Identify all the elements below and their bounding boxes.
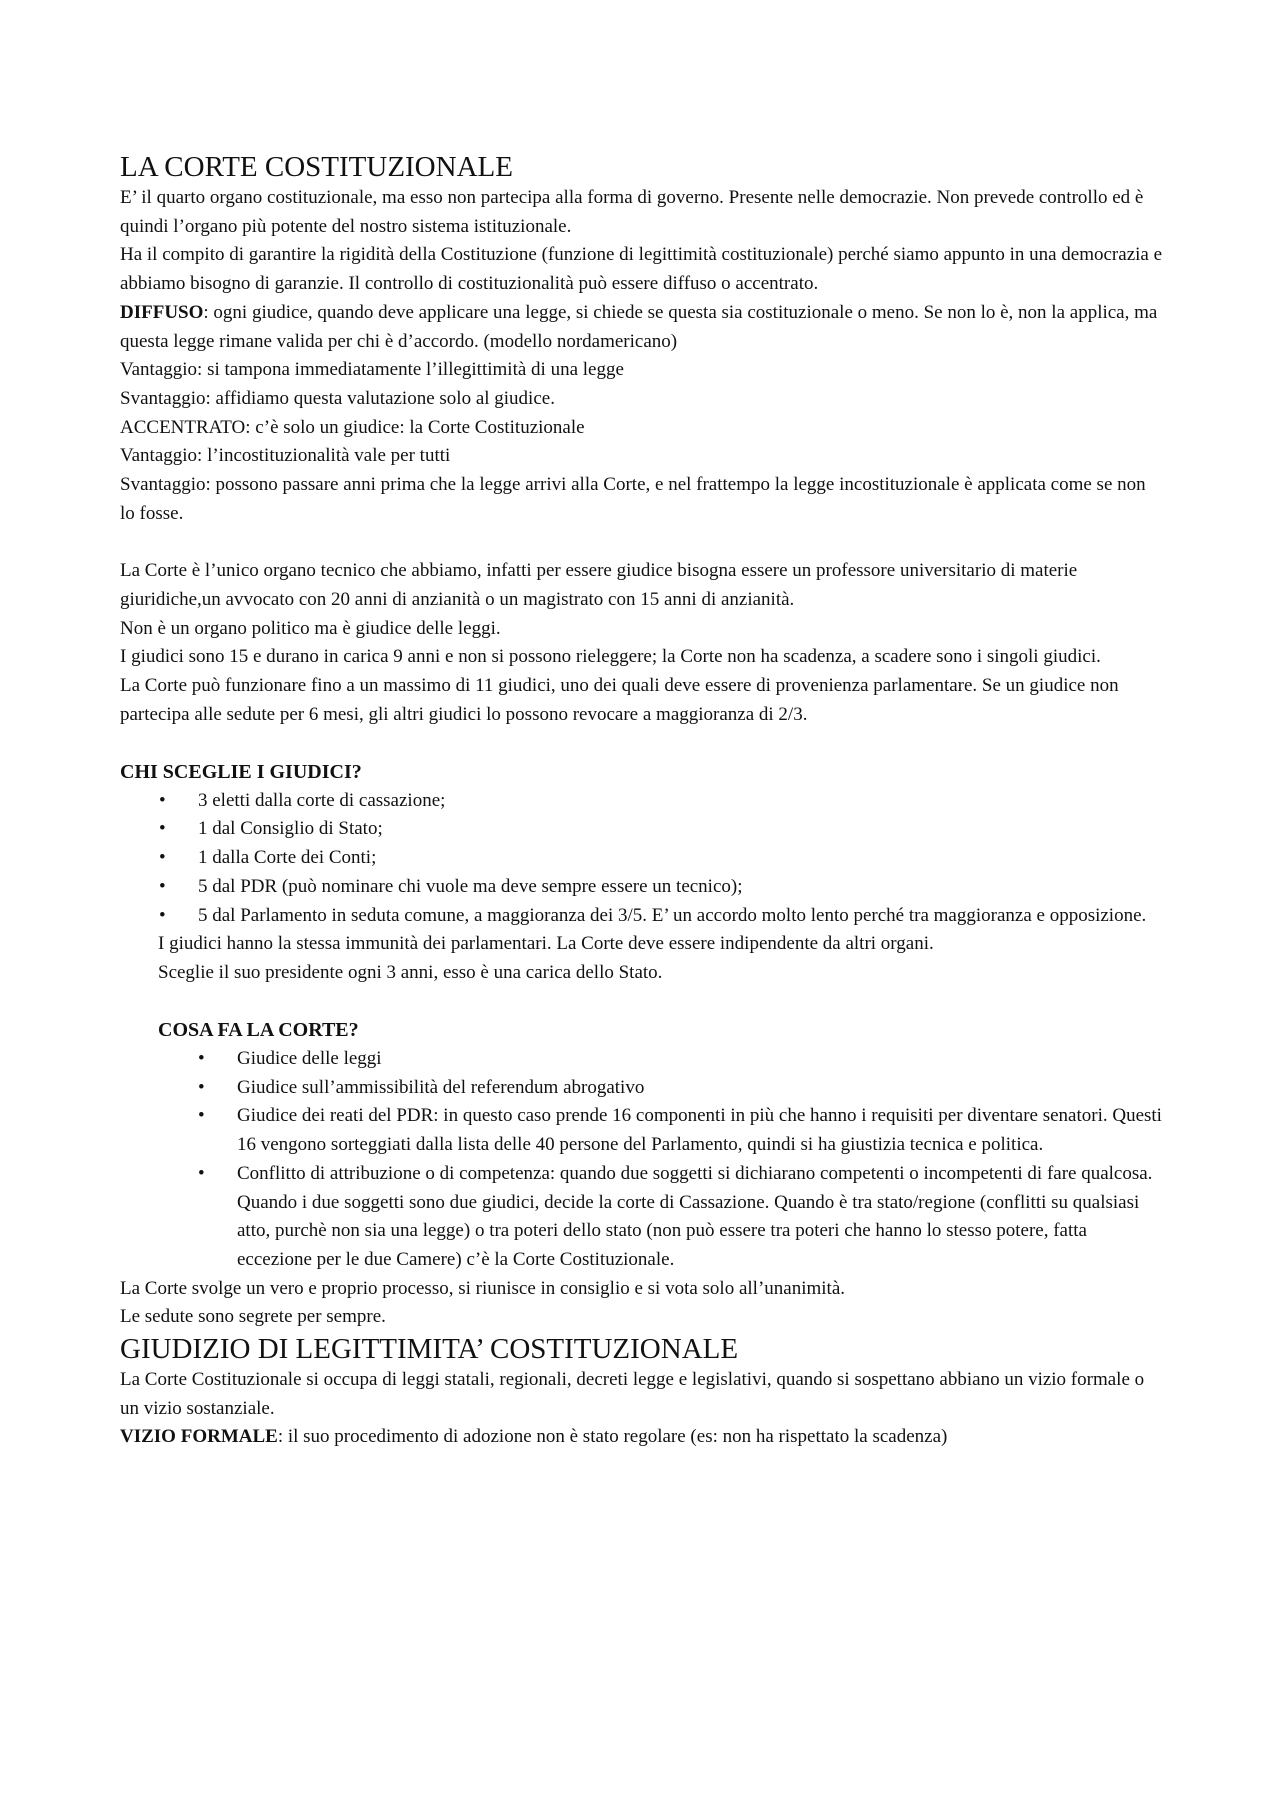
accentrato-definition: ACCENTRATO: c’è solo un giudice: la Corte Costituzionale bbox=[120, 416, 585, 438]
bullet-icon: • bbox=[198, 1048, 205, 1070]
paragraph: Non è un organo politico ma è giudice delle leggi. bbox=[120, 617, 501, 639]
bullet-icon: • bbox=[159, 904, 166, 926]
list-item: • Giudice delle leggi bbox=[120, 1045, 1165, 1074]
paragraph: La Corte è l’unico organo tecnico che abbiamo, infatti per essere giudice bisogna essere un professore universitario di materie giuridiche,un avvocato con 20 anni di anzianità o un magistrato con 15 anni di anzianità. bbox=[120, 560, 1078, 610]
bullet-icon: • bbox=[159, 847, 166, 869]
blank-line bbox=[120, 988, 1165, 1017]
list-item: • Conflitto di attribuzione o di competenza: quando due soggetti si dichiarano competenti o incompetenti di fare qualcosa. Quando i due soggetti sono due giudici, decide la corte di Cassazione. Quando è tra stato/regione (conflitti su qualsiasi atto, purchè non sia una legge) o tra poteri dello stato (non può essere tra poteri che hanno lo stesso potere, fatta eccezione per le due Camere) c’è la Corte Costituzionale. bbox=[120, 1160, 1165, 1275]
document-page bbox=[120, 150, 1165, 1452]
accentrato-vantaggio: Vantaggio: l’incostituzionalità vale per tutti bbox=[120, 445, 451, 467]
paragraph: Sceglie il suo presidente ogni 3 anni, esso è una carica dello Stato. bbox=[158, 961, 663, 983]
accentrato-svantaggio: Svantaggio: possono passare anni prima che la legge arrivi alla Corte, e nel frattempo la legge incostituzionale è applicata come se non lo fosse. bbox=[120, 474, 1146, 524]
term-diffuso: DIFFUSO bbox=[120, 301, 204, 323]
bullet-icon: • bbox=[198, 1076, 205, 1098]
paragraph: I giudici hanno la stessa immunità dei parlamentari. La Corte deve essere indipendente da altri organi. bbox=[158, 933, 934, 955]
blank-line bbox=[120, 729, 1165, 758]
list-item: • 3 eletti dalla corte di cassazione; bbox=[120, 787, 1165, 816]
section-title-giudizio: GIUDIZIO DI LEGITTIMITA’ COSTITUZIONALE bbox=[120, 1333, 739, 1366]
bullet-icon: • bbox=[159, 818, 166, 840]
term-vizio-formale: VIZIO FORMALE bbox=[120, 1426, 278, 1448]
bullet-icon: • bbox=[159, 875, 166, 897]
bullet-icon: • bbox=[198, 1162, 205, 1184]
bullet-icon: • bbox=[159, 789, 166, 811]
giudici-list bbox=[120, 787, 1165, 931]
diffuso-definition: DIFFUSO: ogni giudice, quando deve applicare una legge, si chiede se questa sia costituzionale o meno. Se non lo è, non la applica, ma questa legge rimane valida per chi è d’accordo. (modello nordamericano) bbox=[120, 301, 1158, 352]
list-item: • 5 dal Parlamento in seduta comune, a maggioranza dei 3/5. E’ un accordo molto lento perché tra maggioranza e opposizione. bbox=[120, 902, 1165, 931]
paragraph: Ha il compito di garantire la rigidità della Costituzione (funzione di legittimità costituzionale) perché siamo appunto in una democrazia e abbiamo bisogno di garanzie. Il controllo di costituzionalità può essere diffuso o accentrato. bbox=[120, 244, 1163, 295]
list-item: • 1 dalla Corte dei Conti; bbox=[120, 844, 1165, 873]
section-heading-chi-sceglie: CHI SCEGLIE I GIUDICI? bbox=[120, 761, 362, 784]
bullet-icon: • bbox=[198, 1105, 205, 1127]
funzioni-list bbox=[120, 1045, 1165, 1275]
list-item: • 5 dal PDR (può nominare chi vuole ma deve sempre essere un tecnico); bbox=[120, 873, 1165, 902]
diffuso-vantaggio: Vantaggio: si tampona immediatamente l’illegittimità di una legge bbox=[120, 359, 624, 381]
term-accentrato: ACCENTRATO bbox=[120, 416, 246, 438]
paragraph: La Corte svolge un vero e proprio processo, si riunisce in consiglio e si vota solo all’unanimità. bbox=[120, 1277, 846, 1299]
list-item: • Giudice sull’ammissibilità del referendum abrogativo bbox=[120, 1074, 1165, 1103]
page-title: LA CORTE COSTITUZIONALE bbox=[120, 151, 513, 183]
list-item: • 1 dal Consiglio di Stato; bbox=[120, 815, 1165, 844]
diffuso-svantaggio: Svantaggio: affidiamo questa valutazione solo al giudice. bbox=[120, 387, 555, 409]
list-item: • Giudice dei reati del PDR: in questo caso prende 16 componenti in più che hanno i requisiti per diventare senatori. Questi 16 vengono sorteggiati dalla lista delle 40 persone del Parlamento, quindi si ha giustizia tecnica e politica. bbox=[120, 1102, 1165, 1159]
paragraph: E’ il quarto organo costituzionale, ma esso non partecipa alla forma di governo. Presente nelle democrazie. Non prevede controllo ed è quindi l’organo più potente del nostro sistema istituzionale. bbox=[120, 187, 1144, 237]
blank-line bbox=[120, 528, 1165, 557]
paragraph: La Corte Costituzionale si occupa di leggi statali, regionali, decreti legge e legislativi, quando si sospettano abbiano un vizio formale o un vizio sostanziale. bbox=[120, 1369, 1145, 1419]
section-heading-cosa-fa: COSA FA LA CORTE? bbox=[158, 1019, 359, 1042]
vizio-formale-definition: VIZIO FORMALE: il suo procedimento di adozione non è stato regolare (es: non ha rispettato la scadenza) bbox=[120, 1426, 948, 1448]
paragraph: I giudici sono 15 e durano in carica 9 anni e non si possono rieleggere; la Corte non ha scadenza, a scadere sono i singoli giudici. bbox=[120, 646, 1101, 668]
paragraph: La Corte può funzionare fino a un massimo di 11 giudici, uno dei quali deve essere di provenienza parlamentare. Se un giudice non partecipa alle sedute per 6 mesi, gli altri giudici lo possono revocare a maggioranza di 2/3. bbox=[120, 674, 1119, 725]
paragraph: Le sedute sono segrete per sempre. bbox=[120, 1306, 386, 1328]
